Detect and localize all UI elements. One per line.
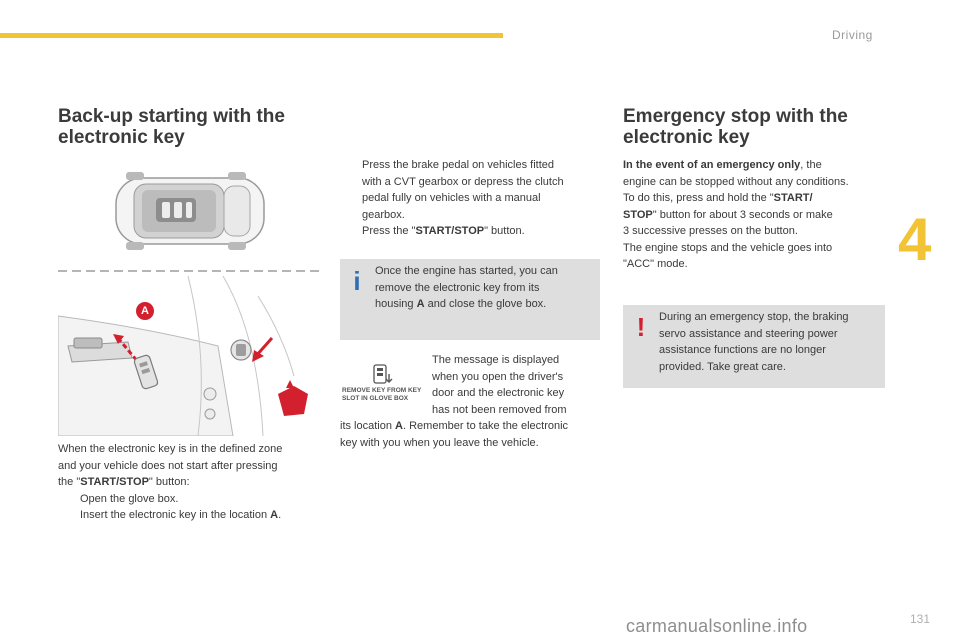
backup-para-line: and your vehicle does not start after pressing [58,459,278,472]
list-item: Press the brake pedal on vehicles fitted with a CVT gearbox or depress the clutch pedal fully on vehicles with a manual gearbox. [362,159,564,221]
list-item: Press the "START/STOP" button. [362,225,525,237]
car-top-view-illustration [112,172,268,250]
warning-text: During an emergency stop, the braking servo assistance and steering power assistance functions are no longer provided. Take great care. [659,311,849,373]
list-item: Open the glove box. [80,492,179,505]
key-message-display-icon [342,364,424,408]
list-item: Insert the electronic key in the location A. [80,509,282,521]
info-icon: i [353,266,361,296]
warning-icon: ! [636,312,646,342]
backup-para-line: the "START/STOP" button: [58,476,190,488]
message-text-continued: its location A. Remember to take the electronic key with you when you leave the vehicle. [340,420,569,449]
section-title: Driving [832,28,873,42]
backup-instructions [58,441,320,524]
glove-box-illustration [58,276,320,436]
info-text: Once the engine has started, you can remove the electronic key from its housing A and close the glove box. [375,265,558,310]
warning-box [623,305,885,388]
key-in-slot-icon [371,364,395,386]
message-text: The message is displayed when you open the driver's door and the electronic key has not been removed from [432,354,567,416]
top-accent-bar [0,33,503,38]
dashed-divider [58,268,320,274]
location-a-marker: A [136,302,154,320]
emergency-stop-text: In the event of an emergency only, the engine can be stopped without any conditions. To do this, press and hold the "START/ STOP" button for about 3 seconds or make 3 successive presses on the button. The engine stops and the vehicle goes into "ACC" mode. [623,159,849,270]
chapter-number: 4 [898,206,932,273]
start-steps [340,157,602,240]
info-box [340,259,600,340]
backup-para-line: When the electronic key is in the defined zone [58,443,283,455]
display-caption: REMOVE KEY FROM KEY SLOT IN GLOVE BOX [342,387,422,402]
page-number: 131 [910,612,931,626]
emergency-stop-heading: Emergency stop with the electronic key [623,106,848,148]
backup-starting-heading: Back-up starting with the electronic key [58,106,285,148]
watermark: carmanualsonline.info [626,616,808,636]
